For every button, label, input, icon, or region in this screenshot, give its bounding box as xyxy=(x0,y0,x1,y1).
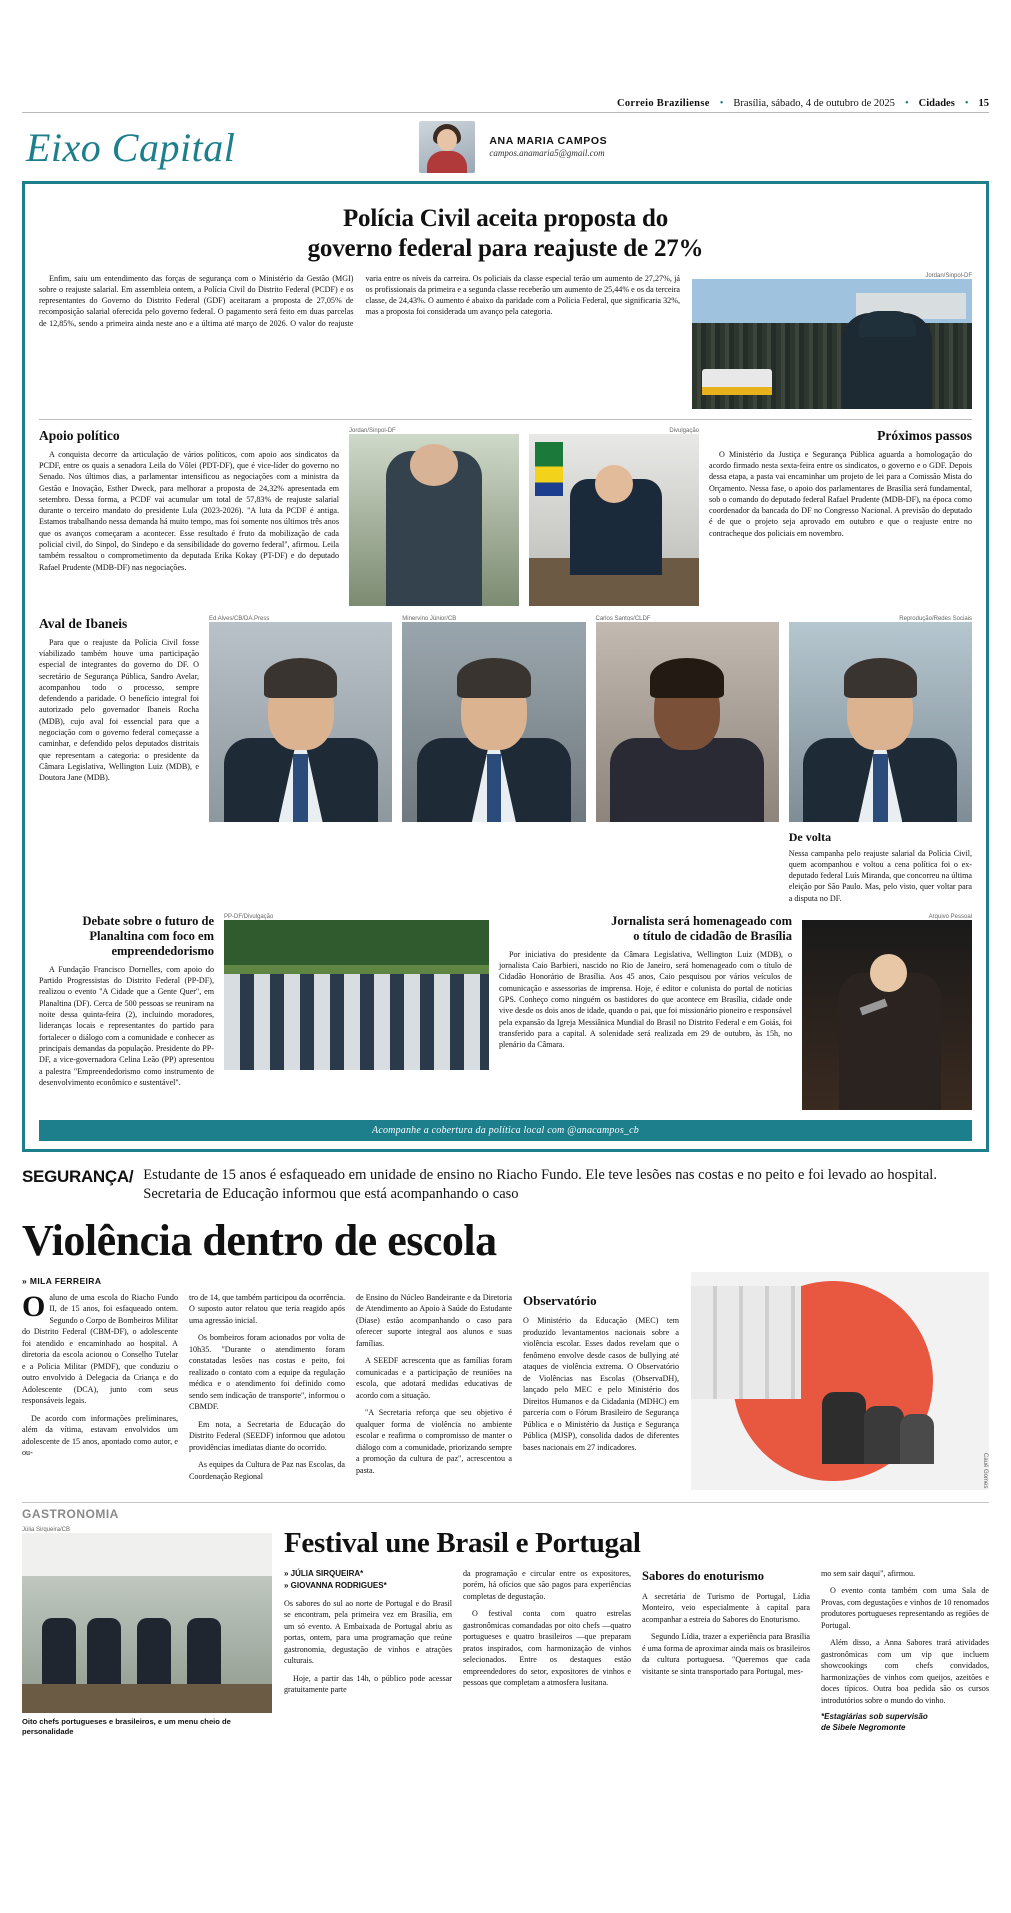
gastronomia-photo-table xyxy=(22,1684,272,1713)
masthead-date: Brasília, sábado, 4 de outubro de 2025 xyxy=(733,98,895,109)
portrait-3-wrap xyxy=(596,616,779,904)
portrait-2-credit: Minervino Júnior/CB xyxy=(402,616,457,622)
gastronomia-photo-credit: Júlia Sirqueira/CB xyxy=(22,1526,71,1533)
violencia-article xyxy=(22,1272,989,1490)
photo-foreground-person xyxy=(842,313,932,409)
gastronomia-photo-wrap xyxy=(22,1527,272,1737)
proximos-text: O Ministério da Justiça e Segurança Pública aguarda a homologação do acordo firmado nesta sexta-feira entre os sindicatos, o governo e o GDF. Depois dessa etapa, a pasta vai encaminhar um projeto de lei para a Comissão Mista do Orçamento. Nessa fase, o apoio dos parlamentares de Brasília será fundamental, sob o comando do deputado federal Rafael Prudente (MDB-DF), na época como coordenador da bancada do DF no Congresso Nacional. A previsão do deputado é de que o projeto seja aprovado em outubro e que o reajuste entre no contracheque dos policiais em novembro. xyxy=(709,449,972,538)
portrait-4-hair xyxy=(844,658,917,698)
violencia-columns xyxy=(22,1289,679,1488)
portrait-4-photo xyxy=(789,622,972,822)
author-photo-head xyxy=(437,129,457,151)
masthead-page-number: 15 xyxy=(978,98,989,109)
social-footer[interactable]: Acompanhe a cobertura da política local com @anacampos_cb xyxy=(39,1120,972,1141)
violencia-col-1 xyxy=(22,1289,178,1488)
proximos-photo-credit: Divulgação xyxy=(669,428,699,434)
divider-1 xyxy=(39,419,972,420)
brazil-flag-icon xyxy=(535,442,563,496)
debate-photo-wrap xyxy=(224,914,489,1070)
portrait-1-photo xyxy=(209,622,392,822)
portrait-4-tie xyxy=(873,754,888,822)
festival-headline: Festival une Brasil e Portugal xyxy=(284,1526,641,1559)
sabores-title: Sabores do enoturismo xyxy=(642,1568,765,1583)
jornalista-block xyxy=(499,914,792,1051)
masthead-brand: Correio Braziliense xyxy=(616,98,710,109)
apoio-photo-face xyxy=(410,444,458,485)
author-info xyxy=(489,135,607,159)
violencia-photo-credit: Cauê Gomes xyxy=(982,1452,988,1488)
jornalista-title-line2: o título de cidadão de Brasília xyxy=(633,928,792,943)
portrait-4-wrap xyxy=(789,616,972,904)
section-aval xyxy=(39,616,972,904)
lead-headline-line1: Polícia Civil aceita proposta do xyxy=(342,205,669,232)
debate-photo-credit: PP-DF/Divulgação xyxy=(224,913,274,920)
masthead-dot-2: • xyxy=(904,98,909,109)
author-photo xyxy=(419,121,475,173)
column-header xyxy=(22,113,989,181)
violencia-col1-p1: Oaluno de uma escola do Riacho Fundo II, de 15 anos, foi esfaqueado ontem. Segundo o Corpo de Bombeiros Militar do Distrito Federal (CBM-DF), o adolescente foi atendido e encaminhado ao hospital. A diretoria da escola acionou o Conselho Tutelar e a Polícia Militar (PMDF), que conduziu o outro envolvido à Delegacia da Criança e do Adolescente (DCA), junto com seus responsáveis legais. xyxy=(22,1289,178,1406)
lead-photo-credit: Jordan/Sinpol-DF xyxy=(925,273,972,279)
violencia-col2-p2: Os bombeiros foram acionados por volta de 10h35. "Durante o atendimento foram constatadas lesões nas costas e peito, foi realizado o contato com a equipe da regulação médica e o atendimento foi definido como sendo sem indicação de transporte", informou o CBMDF. xyxy=(189,1333,345,1412)
violencia-col2-p3: Em nota, a Secretaria de Educação do Distrito Federal (SEEDF) informou que adotou providências imediatas diante do ocorrido. xyxy=(189,1419,345,1452)
proximos-photo xyxy=(529,434,699,606)
author-name: ANA MARIA CAMPOS xyxy=(489,134,608,147)
proximos-block xyxy=(709,428,972,606)
violencia-col3-p1: de Ensino do Núcleo Bandeirante e da Diretoria de Atendimento ao Apoio à Saúde do Estudante (Diase) estão acompanhando o caso para oferecer suporte integral aos alunos e suas famílias. xyxy=(356,1292,512,1348)
violencia-col2-p4: As equipes da Cultura de Paz nas Escolas, da Coordenação Regional xyxy=(189,1460,345,1481)
jornalista-photo-credit: Arquivo Pessoal xyxy=(928,913,972,920)
proximos-photo-wrap xyxy=(529,428,699,606)
violencia-col-3 xyxy=(356,1292,512,1488)
portrait-3-hair xyxy=(650,658,723,698)
seguranca-label: SEGURANÇA/ xyxy=(22,1166,134,1186)
apoio-photo xyxy=(349,434,519,606)
portrait-1-hair xyxy=(264,658,337,698)
violencia-photo-building xyxy=(691,1286,801,1399)
lead-photo-wrap xyxy=(692,273,972,409)
festival-byline xyxy=(284,1568,452,1592)
gastronomia-label: GASTRONOMIA xyxy=(22,1506,119,1521)
seguranca-band xyxy=(22,1166,989,1205)
apoio-title: Apoio político xyxy=(39,428,120,443)
festival-col3-p2: Segundo Lídia, trazer a experiência para Brasília é uma forma de aproximar ainda mais os brasileiros da cultura portuguesa. "Queremos que cada visitante se sinta transportado para Portugal, mes- xyxy=(642,1632,810,1676)
lead-headline xyxy=(39,204,972,263)
masthead-dot-3: • xyxy=(964,98,969,109)
festival-col3-p1: A secretária de Turismo de Portugal, Lídia Monteiro, veio especialmente à capital para acompanhar a estreia do Sabores do Enoturismo. xyxy=(642,1591,810,1624)
aval-title: Aval de Ibaneis xyxy=(39,616,128,631)
festival-col2-p2: O festival conta com quatro estrelas gastronômicas comandadas por oito chefs —quatro portugueses e quatro brasileiros —que preparam pratos inspirados, com harmonização de vinhos selecionados. Entre os destaques estão empreendedores do setor, expositores de vinhos e pessoas que completam a atmosfera lusitana. xyxy=(463,1609,631,1688)
violencia-col4-p1: O Ministério da Educação (MEC) tem produzido levantamentos nacionais sobre a violência escolar. Esses dados revelam que o fenômeno envolve desde casos de bullying até ataques de violência extrema. O Observatório de Violências nas Escolas (ObservaDH), lançado pelo MEC e pelo Ministério dos Direitos Humanos e da Cidadania (MDHC) em parceria com o Fórum Brasileiro de Segurança Pública e o Ministério da Justiça e Segurança Pública (MJSP), consolida dados de diferentes bases nacionais em 27 indicadores. xyxy=(523,1316,679,1452)
apoio-text: A conquista decorre da articulação de vários políticos, com apoio aos sindicatos da PCDF, entre os quais a senadora Leila do Vôlei (PDT-DF), que é vice-líder do governo no Senado. Nos últimos dias, a parlamentar intensificou as negociações com a ministra da Gestão e Inovação, Esther Dweck, para melhorar a proposta de 24,32% apresentada em setembro. Dessa forma, a PCDF vai acumular um total de 57,83% de reajuste salarial durante o terceiro mandato do presidente Lula (2023-2026). "A luta da PCDF é antiga. Estamos trabalhando nessa demanda há muito tempo, mas foi somente nos últimos três anos que os avanços começaram a acontecer. Esse resultado é fruto da mobilização de cada policial civil, do Sinpol, do Sindepo e da sensibilidade do governo federal", afirmou. Leila também ressaltou o comprometimento da deputada Erika Kokay (PT-DF) e do deputado Rafael Prudente (MDB-DF) nas negociações. xyxy=(39,449,339,572)
portrait-1-wrap xyxy=(209,616,392,904)
festival-col-2 xyxy=(463,1568,631,1734)
jornalista-photo-face xyxy=(870,954,907,992)
violencia-col2-p1: tro de 14, que também participou da ocorrência. O suposto autor relatou que teria reagido após uma agressão inicial. xyxy=(189,1292,345,1325)
gastronomia-caption: Oito chefs portugueses e brasileiros, e um menu cheio de personalidade xyxy=(22,1716,231,1736)
gastronomia-text-area xyxy=(284,1527,989,1737)
festival-col4-p2: O evento conta também com uma Sala de Provas, com degustações e vinhos de 10 renomados produtores portugueses representando as regiões de Portugal. xyxy=(821,1586,989,1630)
festival-final-note xyxy=(821,1712,989,1734)
violencia-col3-p2: A SEEDF acrescenta que as famílias foram comunicadas e a participação de reuniões na escola, que adotará medidas educativas de acordo com a situação. xyxy=(356,1356,512,1400)
portrait-1-tie xyxy=(293,754,308,822)
portrait-3-photo xyxy=(596,622,779,822)
violencia-photo-person-1 xyxy=(822,1392,866,1464)
devolta-text: Nessa campanha pelo reajuste salarial da Polícia Civil, quem acompanhou e voltou a cena política foi o ex-deputado federal Luís Miranda, que concorreu na última eleição por São Paulo. Mas, pelo visto, quer voltar para a disputa no DF. xyxy=(788,849,972,903)
violencia-photo-person-2 xyxy=(864,1406,904,1464)
festival-final-note-1: *Estagiárias sob supervisão xyxy=(821,1712,928,1722)
festival-final-note-2: de Sibele Negromonte xyxy=(821,1723,906,1733)
proximos-photo-face xyxy=(595,465,632,503)
festival-byline-1: » JÚLIA SIRQUEIRA* xyxy=(284,1568,364,1578)
jornalista-photo xyxy=(802,920,972,1110)
festival-col2-p1: da programação e circular entre os expositores, porém, há ofícios que são pagos para experiências completas de degustação. xyxy=(463,1568,631,1601)
photo-person-cap xyxy=(858,311,916,337)
apoio-photo-wrap xyxy=(349,428,519,606)
jornalista-title-line1: Jornalista será homenageado com xyxy=(611,913,792,928)
debate-photo-banner xyxy=(224,920,489,965)
gastronomia-photo-tent xyxy=(22,1533,272,1576)
violencia-headline: Violência dentro de escola xyxy=(22,1215,497,1265)
apoio-block xyxy=(39,428,339,606)
seguranca-text: Estudante de 15 anos é esfaqueado em unidade de ensino no Riacho Fundo. Ele teve lesões nas costas e no peito e foi levado ao hospital. Secretaria de Educação informou que está acompanhando o caso xyxy=(143,1166,937,1203)
violencia-text-area xyxy=(22,1272,679,1490)
section-apoio-proximos xyxy=(39,428,972,606)
portrait-2-wrap xyxy=(402,616,585,904)
portrait-2-photo xyxy=(402,622,585,822)
portrait-4-credit: Reprodução/Redes Sociais xyxy=(899,616,972,622)
festival-col4-p1: mo sem sair daqui", afirmou. xyxy=(821,1568,916,1578)
violencia-byline: » MILA FERREIRA xyxy=(22,1275,102,1286)
portrait-3-credit: Carlos Santos/CLDF xyxy=(595,616,651,622)
masthead-section: Cidades xyxy=(918,98,955,109)
lead-headline-line2: governo federal para reajuste de 27% xyxy=(307,234,704,262)
devolta-block xyxy=(789,828,972,904)
masthead xyxy=(22,0,989,113)
aval-text: Para que o reajuste da Polícia Civil fosse viabilizado também houve uma participação especial de integrantes do governo do DF. O secretário de Segurança Pública, Sandro Avelar, acompanhou todo o processo, sempre defendendo a paridade. O benefício integral foi autorizado pelo governador Ibaneis Rocha (MDB), cujo aval foi essencial para que a negociação com o governo federal começasse a caminhar, e defendido pelos deputados distritais que representam a categoria: o presidente da Câmara Legislativa, Wellington Luiz (MDB), e Doutora Jane (MDB). xyxy=(39,637,199,783)
festival-col-3 xyxy=(642,1568,810,1734)
portrait-2-hair xyxy=(457,658,530,698)
debate-title-line2: Planaltina com foco em xyxy=(89,928,214,943)
violencia-col3-p3: "A Secretaria reforça que seu objetivo é qualquer forma de violência no ambiente escolar e reafirma o compromisso de manter o diálogo com a comunidade, priorizando sempre a promoção da cultura de paz", acrescentou a pasta. xyxy=(356,1408,512,1475)
festival-col1-p1: Os sabores do sul ao norte de Portugal e do Brasil se encontram, pela primeira vez em Brasília, em um só evento. A Embaixada de Portugal abriu as portas, ontem, para uma programação que reúne gastronomia, degustação de vinhos e atrações culturais. xyxy=(284,1598,452,1666)
eixo-capital-box xyxy=(22,181,989,1152)
masthead-dot-1: • xyxy=(719,98,724,109)
lead-text: Enfim, saiu um entendimento das forças de segurança com o Ministério da Gestão (MGI) sobre o reajuste salarial. Em assembleia ontem, a Polícia Civil do Distrito Federal (PCDF) e os representantes do Governo do Distrito Federal (GDF) aceitaram a proposta de 27,05% de recomposição salarial oferecida pelo governo federal. O pagamento será feito em duas parcelas de 12,85%, sendo a primeira ainda neste ano e a última até março de 2026. O valor do reajuste varia entre os níveis da carreira. Os policiais da classe especial terão um aumento de 27,27%, já os profissionais da primeira e a segunda classe receberão um aumento de 25,44% e os da terceira classe, de 24,43%. O aumento é abaixo da paridade com a Polícia Federal, que significaria 32%, mas a proposta foi considerada um avanço pela categoria. xyxy=(39,274,680,328)
debate-title-line3: empreendedorismo xyxy=(111,943,214,958)
gastronomia-article xyxy=(22,1527,989,1737)
festival-col4-p3: Além disso, a Anna Sabores trará atividades gastronômicas com um vip que incluem showcookings com chefs convidados, harmonizações de vinhos com queijos, azeitões e doces típicos. Outra boa pedida são os cursos introdutórios sobre o mundo do vinho. xyxy=(821,1638,989,1705)
lead-photo xyxy=(692,279,972,409)
debate-photo xyxy=(224,920,489,1070)
portrait-2-tie xyxy=(487,754,502,822)
violencia-photo xyxy=(691,1272,989,1490)
photo-tent xyxy=(702,369,772,395)
devolta-title: De volta xyxy=(788,830,832,844)
jornalista-photo-wrap xyxy=(802,914,972,1110)
debate-text: A Fundação Francisco Dornelles, com apoio do Partido Progressistas do Distrito Federal (PP-DF), realizou o evento "A Cidade que a Gente Quer", em Planaltina (DF). Cerca de 500 pessoas se reuniram na noite dessa quinta-feira (2), incluindo moradores, lideranças locais e representantes do partido para fortalecer o diálogo com a comunidade e conhecer as principais demandas da população. Presidente do PP-DF, a vice-governadora Celina Leão (PP) apresentou a palestra "Empreendedorismo como instrumento de desenvolvimento econômico e sustentável". xyxy=(39,964,214,1088)
observatorio-title: Observatório xyxy=(523,1292,597,1308)
debate-title-line1: Debate sobre o futuro de xyxy=(82,913,214,928)
jornalista-text: Por iniciativa do presidente da Câmara Legislativa, Wellington Luiz (MDB), o jornalista Caio Barbieri, nascido no Rio de Janeiro, será homenageado com o título de Cidadão Honorário de Brasília. Aos 45 anos, Caio pesquisou por vários veículos de comunicação e assessorias de imprensa. Hoje, é editor e colunista do portal de notícias GPS. Conheço como ninguém os bastidores do que acontece em Brasília, cidade onde vive desde os dois anos de idade, quando o pai, que foi missionário pioneiro e responsável pela expansão da Igreja Messiânica Mundial do Brasil no Distrito Federal e em Goiás, foi transferido para a capital. A solenidade será realizada em 29 de outubro, às 15h, no plenário da Câmara. xyxy=(499,949,792,1050)
debate-title xyxy=(39,914,214,959)
portrait-1-credit: Ed Alves/CB/DA.Press xyxy=(209,616,270,622)
apoio-photo-credit: Jordan/Sinpol-DF xyxy=(349,428,396,434)
lead-text-block xyxy=(39,273,680,409)
jornalista-title xyxy=(499,914,792,944)
festival-columns xyxy=(284,1568,989,1734)
aval-block xyxy=(39,616,199,904)
festival-byline-2: » GIOVANNA RODRIGUES* xyxy=(284,1580,387,1590)
debate-photo-crowd xyxy=(224,974,489,1070)
photo-tent-stripe xyxy=(702,387,772,395)
violencia-col-4 xyxy=(523,1292,679,1488)
violencia-photo-person-3 xyxy=(900,1414,934,1464)
festival-col-4 xyxy=(821,1568,989,1734)
author-email[interactable]: campos.anamaria5@gmail.com xyxy=(489,147,605,158)
gastronomia-photo xyxy=(22,1533,272,1713)
portrait-3-shoulders xyxy=(610,738,764,822)
lead-section xyxy=(39,273,972,409)
column-title: Eixo Capital xyxy=(26,124,236,170)
violencia-col1-p2: De acordo com informações preliminares, além da vítima, estavam envolvidos um adolescente de 15 anos, apontado como autor, e ou- xyxy=(22,1413,178,1458)
proximos-title: Próximos passos xyxy=(877,428,972,443)
festival-col-1 xyxy=(284,1568,452,1734)
jornalista-photo-figure xyxy=(839,973,941,1110)
section-debate-jornalista xyxy=(39,914,972,1110)
divider-gastronomia xyxy=(22,1502,989,1503)
violencia-col-2 xyxy=(189,1292,345,1488)
violencia-photo-wrap xyxy=(691,1272,989,1490)
author-photo-body xyxy=(427,151,467,173)
debate-block xyxy=(39,914,214,1089)
festival-col1-p2: Hoje, a partir das 14h, o público pode acessar gratuitamente parte xyxy=(284,1673,452,1695)
